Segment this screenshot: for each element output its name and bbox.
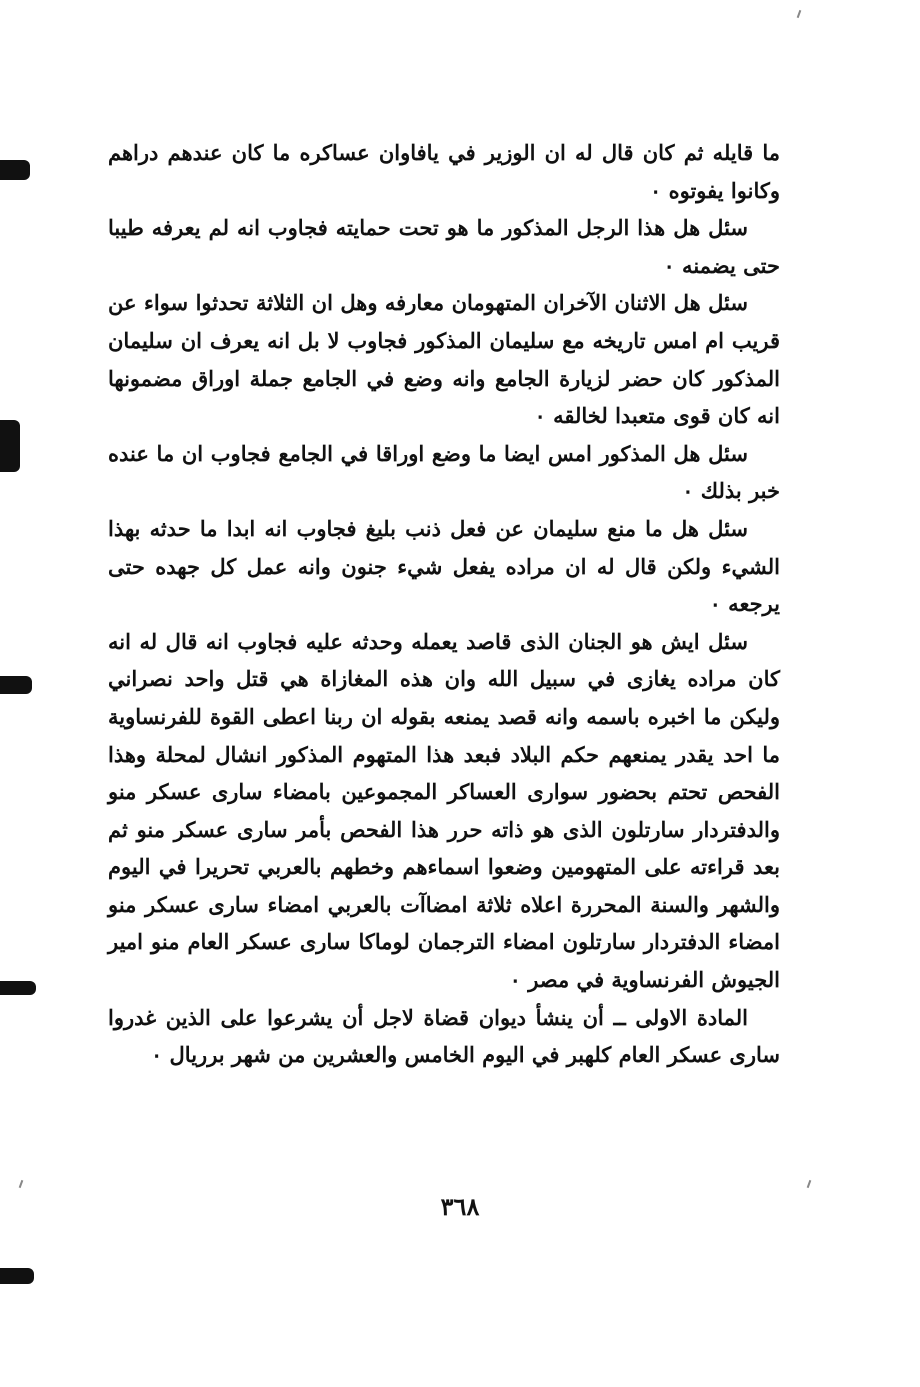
paragraph: المادة الاولى ــ أن ينشأ ديوان قضاة لاجل أن يشرعوا على الذين غدروا سارى عسكر العام كلهبر في اليوم الخامس والعشرين من شهر برريال ٠ — [108, 1004, 780, 1068]
scan-speck — [797, 10, 802, 18]
scan-speck — [807, 1180, 812, 1188]
paragraph: سئل هل المذكور امس ايضا ما وضع اوراقا في الجامع فجاوب ان ما عنده خبر بذلك ٠ — [108, 440, 780, 504]
binding-mark — [0, 676, 32, 694]
page-number: ٣٦٨ — [440, 1192, 480, 1221]
body-text — [108, 134, 780, 1074]
paragraph: سئل هل ما منع سليمان عن فعل ذنب بليغ فجاوب انه ابدا ما حدثه بهذا الشيء ولكن قال له ان مراده يفعل شيء جنون وانه عمل كل جهده حتى يرجعه ٠ — [108, 515, 780, 617]
binding-mark — [0, 1268, 34, 1284]
binding-mark — [0, 981, 36, 995]
paragraph: ما قايله ثم كان قال له ان الوزير في يافاوان عساكره ما كان عندهم دراهم وكانوا يفوتوه ٠ — [108, 140, 780, 203]
paragraph: سئل هل هذا الرجل المذكور ما هو تحت حمايته فجاوب انه لم يعرفه طيبا حتى يضمنه ٠ — [108, 215, 780, 278]
paragraph: سئل ايش هو الجنان الذى قاصد يعمله وحدثه عليه فجاوب انه قال له انه كان مراده يغازى في سبيل الله وان هذه المغازاة هي قتل واحد نصراني وليكن ما اخبره باسمه وانه قصد يمنعه بقوله ان ربنا اعطى القوة للفرنساوية ما احد يقدر يمنعهم حكم البلاد فبعد هذا المتهوم المذكور انشال لمحلة وهذا الفحص تحتم بحضور سوارى العساكر المجموعين بامضاء سارى عسكر منو والدفتردار سارتلون الذى هو ذاته حرر هذا الفحص بأمر سارى عسكر منو ثم بعد قراءته على المتهومين وضعوا اسماءهم وخطهم بالعربي تحريرا في اليوم والشهر والسنة المحررة اعلاه ثلاثة امضاآت بالعربي امضاء سارى عسكر منو امضاء الدفتردار سارتلون امضاء الترجمان لوماكا سارى عسكر العام منو امير الجيوش الفرنساوية في مصر ٠ — [108, 628, 780, 993]
scan-speck — [19, 1180, 24, 1188]
binding-mark — [0, 160, 30, 180]
binding-mark — [0, 420, 20, 472]
paragraph: سئل هل الاثنان الآخران المتهومان معارفه وهل ان الثلاثة تحدثوا سواء عن قريب ام امس تاريخه مع سليمان المذكور فجاوب لا بل انه يعرف ان سليمان المذكور كان حضر لزيارة الجامع وانه وضع في الجامع جملة اوراق مضمونها انه كان قوى متعبدا لخالقه ٠ — [108, 290, 781, 429]
